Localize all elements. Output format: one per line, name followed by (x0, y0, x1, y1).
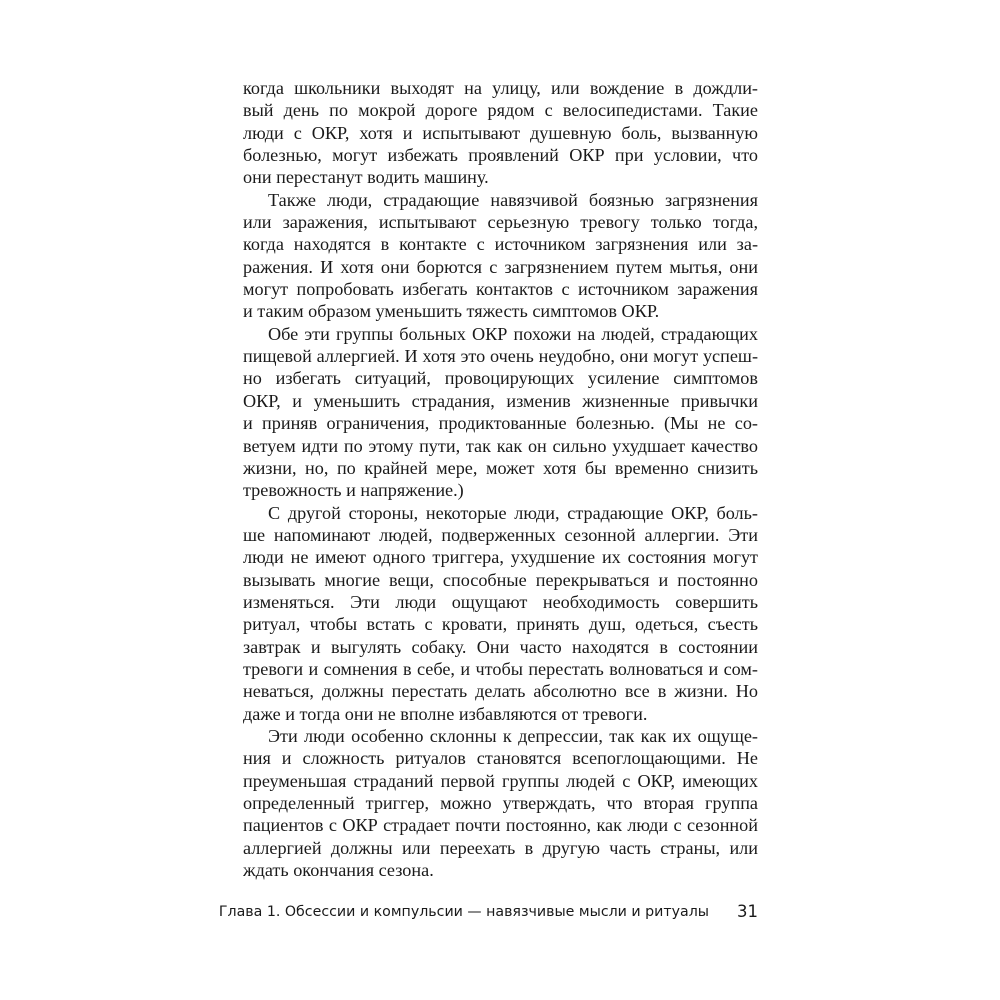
text-line: пациентов с ОКР страдает почти постоянно, как люди с сезонной (243, 815, 758, 836)
text-line: и таким образом уменьшить тяжесть симптомов ОКР. (243, 301, 660, 322)
text-line: ния и сложность ритуалов становятся всепоглощающими. Не (243, 748, 758, 769)
text-line: изменяться. Эти люди ощущают необходимость совершить (243, 591, 758, 612)
text-line: С другой стороны, некоторые люди, страдающие ОКР, боль- (268, 502, 758, 523)
paragraph (243, 725, 758, 881)
running-head: Глава 1. Обсессии и компульсии — навязчивые мысли и ритуалы (218, 904, 709, 920)
text-line: но избегать ситуаций, провоцирующих усиление симптомов (243, 368, 758, 389)
text-line: ритуал, чтобы встать с кровати, принять душ, одеться, съесть (243, 614, 758, 635)
text-line: Также люди, страдающие навязчивой боязнью загрязнения (268, 189, 758, 210)
text-line: преуменьшая страданий первой группы людей с ОКР, имеющих (243, 770, 758, 791)
text-line: Эти люди особенно склонны к депрессии, так как их ощуще- (268, 725, 758, 746)
text-line: ветуем идти по этому пути, так как он сильно ухудшает качество (243, 435, 758, 456)
paragraph (243, 77, 758, 189)
page-footer (218, 902, 758, 926)
text-line: люди с ОКР, хотя и испытывают душевную боль, вызванную (243, 122, 758, 143)
paragraph (243, 502, 758, 725)
text-line: Обе эти группы больных ОКР похожи на людей, страдающих (268, 323, 758, 344)
text-line: ОКР, и уменьшить страдания, изменив жизненные привычки (243, 390, 758, 411)
text-line: определенный триггер, можно утверждать, что вторая группа (243, 793, 758, 813)
text-line: вый день по мокрой дороге рядом с велосипедистами. Такие (243, 100, 758, 121)
text-line: и приняв ограничения, продиктованные болезнью. (Мы не со- (243, 413, 758, 434)
text-line: ждать окончания сезона. (243, 860, 434, 881)
text-line: вызывать многие вещи, способные перекрываться и постоянно (243, 569, 758, 590)
paragraph (243, 189, 758, 323)
text-line: тревоги и сомнения в себе, и чтобы перестать волноваться и сом- (243, 658, 758, 679)
body-text (243, 77, 758, 881)
text-line: могут попробовать избегать контактов с источником заражения (243, 279, 758, 300)
text-line: даже и тогда они не вполне избавляются от тревоги. (243, 703, 648, 724)
text-line: люди не имеют одного триггера, ухудшение их состояния могут (243, 547, 758, 568)
text-line: они перестанут водить машину. (243, 167, 489, 188)
text-line: аллергией должны или переехать в другую часть страны, или (243, 837, 758, 858)
text-line: неваться, должны перестать делать абсолютно все в жизни. Но (243, 681, 758, 702)
text-line: или заражения, испытывают серьезную тревогу только тогда, (243, 212, 758, 233)
text-line: завтрак и выгулять собаку. Они часто находятся в состоянии (243, 636, 758, 657)
text-line: когда школьники выходят на улицу, или вождение в дождли- (243, 78, 758, 98)
text-line: болезнью, могут избежать проявлений ОКР при условии, что (243, 145, 758, 166)
text-line: жизни, но, по крайней мере, может хотя бы временно снизить (243, 457, 758, 478)
text-line: ражения. И хотя они борются с загрязнением путем мытья, они (243, 256, 758, 277)
text-line: тревожность и напряжение.) (243, 480, 464, 501)
text-line: ше напоминают людей, подверженных сезонной аллергии. Эти (243, 524, 758, 545)
paragraph (243, 323, 758, 502)
text-line: когда находятся в контакте с источником загрязнения или за- (243, 234, 758, 255)
page-number: 31 (737, 902, 758, 921)
text-line: пищевой аллергией. И хотя это очень неудобно, они могут успеш- (243, 346, 758, 367)
